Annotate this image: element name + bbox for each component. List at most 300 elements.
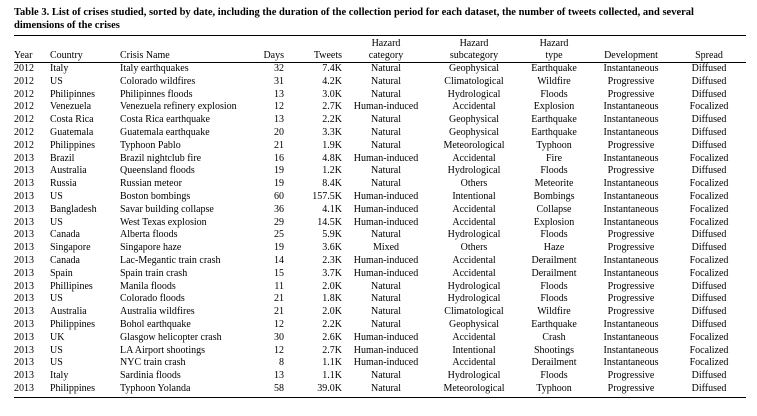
crisis-name-cell: LA Airport shootings (120, 344, 206, 356)
days-cell: 19 (274, 165, 284, 177)
crisis-name-cell: Sardinia floods (120, 370, 181, 382)
spread-cell: Diffused (691, 63, 727, 74)
hazard-category-cell: Human-induced (353, 357, 419, 369)
year-cell: 2012 (14, 101, 34, 113)
development-cell: Progressive (607, 139, 655, 151)
table-row (14, 332, 746, 345)
days-cell: 8 (279, 357, 284, 369)
hazard-subcategory-cell: Intentional (452, 344, 496, 356)
year-cell: 2012 (14, 75, 34, 87)
hazard-type-cell: Earthquake (531, 126, 577, 138)
year-cell: 2012 (14, 114, 34, 126)
hazard-category-cell: Natural (342, 383, 430, 397)
crisis-name-cell: Glasgow helicopter crash (120, 331, 222, 343)
country-cell: Singapore (50, 242, 91, 254)
hazard-category-cell: Human-induced (353, 101, 419, 113)
crisis-name-cell: Costa Rica earthquake (120, 114, 210, 126)
crisis-name-cell: Alberta floods (120, 229, 178, 241)
tweets-cell: 4.2K (322, 75, 342, 87)
spread-cell: Diffused (691, 318, 727, 330)
year-cell: 2013 (14, 190, 34, 202)
header-tweets: Tweets (284, 36, 342, 63)
year-cell: 2012 (14, 126, 34, 138)
spread-cell: Diffused (691, 165, 727, 177)
hazard-category-cell: Human-induced (353, 267, 419, 279)
crisis-name-cell: Manila floods (120, 280, 176, 292)
hazard-type-cell: Floods (540, 280, 568, 292)
hazard-category-cell: Natural (371, 63, 401, 74)
hazard-type-cell: Bombings (533, 190, 575, 202)
hazard-category-cell: Human-induced (353, 254, 419, 266)
days-cell: 19 (274, 178, 284, 190)
crisis-name-cell: Colorado floods (120, 293, 185, 305)
development-cell: Instantaneous (603, 216, 659, 228)
hazard-category-cell: Natural (371, 139, 401, 151)
hazard-subcategory-cell: Geophysical (449, 318, 499, 330)
table-row (14, 281, 746, 294)
tweets-cell: 5.9K (322, 229, 342, 241)
spread-cell: Focalized (689, 178, 729, 190)
tweets-cell: 2.0K (322, 306, 342, 318)
tweets-cell: 1.1K (322, 357, 342, 369)
tweets-cell: 3.0K (322, 88, 342, 100)
crisis-name-cell: Queensland floods (120, 165, 195, 177)
year-cell: 2013 (14, 344, 34, 356)
table-row (14, 63, 746, 76)
table-row (14, 140, 746, 153)
hazard-subcategory-cell: Accidental (452, 101, 496, 113)
table-row (14, 191, 746, 204)
hazard-category-cell: Natural (371, 114, 401, 126)
crisis-name-cell: NYC train crash (120, 357, 186, 369)
days-cell: 21 (274, 306, 284, 318)
tweets-cell: 8.4K (322, 178, 342, 190)
country-cell: Philippines (50, 139, 96, 151)
hazard-type-cell: Typhoon (518, 383, 590, 397)
year-cell: 2013 (14, 178, 34, 190)
hazard-category-cell: Natural (371, 75, 401, 87)
hazard-subcategory-cell: Hydrological (447, 370, 501, 382)
table-row (14, 178, 746, 191)
tweets-cell: 2.0K (322, 280, 342, 292)
tweets-cell: 2.2K (322, 318, 342, 330)
crisis-name-cell: Philipinnes floods (120, 88, 193, 100)
year-cell: 2013 (14, 152, 34, 164)
year-cell: 2013 (14, 254, 34, 266)
tweets-cell: 4.1K (322, 203, 342, 215)
spread-cell: Diffused (691, 229, 727, 241)
crisis-name-cell: Savar building collapse (120, 203, 214, 215)
year-cell: 2012 (14, 88, 34, 100)
table-row (14, 114, 746, 127)
hazard-type-cell: Floods (540, 229, 568, 241)
spread-cell: Focalized (689, 101, 729, 113)
year-cell: 2013 (14, 165, 34, 177)
hazard-type-cell: Wildfire (537, 75, 571, 87)
table-body (14, 63, 746, 398)
spread-cell: Diffused (691, 139, 727, 151)
development-cell: Instantaneous (603, 178, 659, 190)
development-cell: Progressive (607, 293, 655, 305)
days-cell: 36 (274, 203, 284, 215)
country-cell: Russia (50, 178, 77, 190)
hazard-subcategory-cell: Accidental (452, 203, 496, 215)
crisis-name-cell: Brazil nightclub fire (120, 152, 202, 164)
development-cell: Instantaneous (603, 101, 659, 113)
hazard-category-cell: Human-induced (353, 190, 419, 202)
country-cell: Guatemala (50, 126, 94, 138)
year-cell: 2013 (14, 357, 34, 369)
development-cell: Instantaneous (603, 114, 659, 126)
header-year: Year (14, 36, 50, 63)
tweets-cell: 39.0K (284, 383, 342, 397)
tweets-cell: 2.6K (322, 331, 342, 343)
development-cell: Instantaneous (603, 190, 659, 202)
hazard-category-cell: Human-induced (353, 203, 419, 215)
days-cell: 11 (274, 280, 284, 292)
development-cell: Progressive (590, 383, 672, 397)
country-cell: US (50, 357, 63, 369)
days-cell: 29 (274, 216, 284, 228)
tweets-cell: 2.2K (322, 114, 342, 126)
crises-table (14, 35, 746, 398)
header-hazard-type: Hazard type (518, 36, 590, 63)
hazard-type-cell: Derailment (531, 254, 577, 266)
crisis-name-cell: West Texas explosion (120, 216, 207, 228)
development-cell: Progressive (607, 88, 655, 100)
table-caption: Table 3. List of crises studied, sorted by date, including the duration of the collection period for each dataset, the number of tweets collected, and several dimensions of the crises (14, 7, 694, 31)
table-row (14, 229, 746, 242)
hazard-subcategory-cell: Geophysical (449, 114, 499, 126)
country-cell: US (50, 75, 63, 87)
spread-cell: Focalized (689, 357, 729, 369)
country-cell: Philippines (50, 318, 96, 330)
hazard-type-cell: Explosion (533, 216, 575, 228)
table-row (14, 153, 746, 166)
hazard-subcategory-cell: Hydrological (447, 280, 501, 292)
table-row (14, 383, 746, 397)
tweets-cell: 4.8K (322, 152, 342, 164)
hazard-subcategory-cell: Climatological (444, 75, 504, 87)
tweets-cell: 2.3K (322, 254, 342, 266)
development-cell: Progressive (607, 370, 655, 382)
days-cell: 31 (274, 75, 284, 87)
days-cell: 30 (274, 331, 284, 343)
development-cell: Instantaneous (603, 357, 659, 369)
year-cell: 2012 (14, 139, 34, 151)
country-cell: US (50, 216, 63, 228)
hazard-category-cell: Natural (371, 165, 401, 177)
table-row (14, 165, 746, 178)
country-cell: Spain (50, 267, 73, 279)
spread-cell: Diffused (691, 114, 727, 126)
hazard-subcategory-cell: Hydrological (447, 293, 501, 305)
tweets-cell: 7.4K (322, 63, 342, 74)
hazard-subcategory-cell: Accidental (452, 152, 496, 164)
country-cell: Italy (50, 63, 69, 74)
days-cell: 25 (274, 229, 284, 241)
spread-cell: Diffused (691, 75, 727, 87)
hazard-type-cell: Earthquake (531, 63, 577, 74)
header-country: Country (50, 36, 120, 63)
table-row (14, 319, 746, 332)
hazard-type-cell: Derailment (531, 357, 577, 369)
hazard-category-cell: Natural (371, 88, 401, 100)
hazard-type-cell: Haze (543, 242, 565, 254)
development-cell: Instantaneous (603, 152, 659, 164)
hazard-subcategory-cell: Geophysical (449, 63, 499, 74)
hazard-subcategory-cell: Hydrological (447, 165, 501, 177)
hazard-type-cell: Crash (542, 331, 566, 343)
hazard-type-cell: Earthquake (531, 114, 577, 126)
header-hazard-subcategory: Hazard subcategory (430, 36, 518, 63)
hazard-category-cell: Natural (371, 370, 401, 382)
hazard-category-cell: Human-induced (353, 344, 419, 356)
spread-cell: Diffused (691, 280, 727, 292)
country-cell: Australia (50, 306, 87, 318)
crisis-name-cell: Russian meteor (120, 178, 182, 190)
development-cell: Instantaneous (603, 203, 659, 215)
header-hazard-category: Hazard category (342, 36, 430, 63)
hazard-type-cell: Derailment (531, 267, 577, 279)
hazard-subcategory-cell: Accidental (452, 254, 496, 266)
tweets-cell: 1.8K (322, 293, 342, 305)
year-cell: 2013 (14, 383, 50, 397)
development-cell: Progressive (607, 306, 655, 318)
days-cell: 13 (274, 370, 284, 382)
hazard-subcategory-cell: Climatological (444, 306, 504, 318)
crisis-name-cell: Bohol earthquake (120, 318, 191, 330)
development-cell: Progressive (607, 75, 655, 87)
country-cell: Canada (50, 229, 80, 241)
table-row (14, 127, 746, 140)
hazard-type-cell: Floods (540, 293, 568, 305)
year-cell: 2013 (14, 306, 34, 318)
tweets-cell: 14.5K (317, 216, 342, 228)
days-cell: 21 (274, 139, 284, 151)
tweets-cell: 2.7K (322, 344, 342, 356)
crisis-name-cell: Boston bombings (120, 190, 191, 202)
hazard-category-cell: Human-induced (353, 152, 419, 164)
spread-cell: Focalized (689, 203, 729, 215)
days-cell: 12 (274, 318, 284, 330)
hazard-category-cell: Natural (371, 318, 401, 330)
country-cell: Italy (50, 370, 69, 382)
hazard-type-cell: Fire (545, 152, 563, 164)
hazard-subcategory-cell: Hydrological (447, 229, 501, 241)
spread-cell: Focalized (689, 267, 729, 279)
table-row (14, 89, 746, 102)
year-cell: 2013 (14, 280, 34, 292)
year-cell: 2013 (14, 242, 34, 254)
table-row (14, 76, 746, 89)
days-cell: 21 (274, 293, 284, 305)
tweets-cell: 1.9K (322, 139, 342, 151)
country-cell: Brazil (50, 152, 75, 164)
spread-cell: Focalized (689, 216, 729, 228)
table-header (14, 36, 746, 63)
crisis-name-cell: Colorado wildfires (120, 75, 196, 87)
table-row (14, 357, 746, 370)
hazard-type-cell: Floods (540, 88, 568, 100)
development-cell: Progressive (607, 242, 655, 254)
spread-cell: Focalized (689, 254, 729, 266)
year-cell: 2013 (14, 203, 34, 215)
country-cell: Australia (50, 165, 87, 177)
country-cell: Costa Rica (50, 114, 94, 126)
hazard-type-cell: Collapse (536, 203, 572, 215)
hazard-category-cell: Natural (371, 280, 401, 292)
header-days: Days (248, 36, 284, 63)
hazard-subcategory-cell: Geophysical (449, 126, 499, 138)
tweets-cell: 2.7K (322, 101, 342, 113)
development-cell: Instantaneous (603, 267, 659, 279)
hazard-type-cell: Earthquake (531, 318, 577, 330)
table-row (14, 306, 746, 319)
table-row (14, 242, 746, 255)
spread-cell: Focalized (689, 190, 729, 202)
spread-cell: Diffused (691, 370, 727, 382)
hazard-subcategory-cell: Intentional (452, 190, 496, 202)
development-cell: Instantaneous (603, 63, 659, 74)
hazard-type-cell: Shootings (533, 344, 574, 356)
hazard-subcategory-cell: Hydrological (447, 88, 501, 100)
header-development: Development (590, 36, 672, 63)
spread-cell: Diffused (672, 383, 746, 397)
hazard-category-cell: Natural (371, 178, 401, 190)
spread-cell: Diffused (691, 306, 727, 318)
hazard-category-cell: Mixed (372, 242, 400, 254)
country-cell: Bangladesh (50, 203, 97, 215)
crisis-name-cell: Singapore haze (120, 242, 182, 254)
hazard-type-cell: Floods (540, 165, 568, 177)
year-cell: 2013 (14, 229, 34, 241)
hazard-subcategory-cell: Accidental (452, 267, 496, 279)
hazard-subcategory-cell: Meteorological (430, 383, 518, 397)
crisis-name-cell: Lac-Megantic train crash (120, 254, 221, 266)
tweets-cell: 157.5K (312, 190, 342, 202)
tweets-cell: 1.1K (322, 370, 342, 382)
development-cell: Progressive (607, 280, 655, 292)
development-cell: Progressive (607, 229, 655, 241)
crisis-name-cell: Australia wildfires (120, 306, 195, 318)
table-row (14, 255, 746, 268)
spread-cell: Diffused (691, 242, 727, 254)
hazard-subcategory-cell: Others (460, 242, 488, 254)
country-cell: Venezuela (50, 101, 92, 113)
days-cell: 60 (274, 190, 284, 202)
hazard-category-cell: Human-induced (353, 216, 419, 228)
country-cell: Philippines (50, 383, 120, 397)
days-cell: 12 (274, 344, 284, 356)
table-row (14, 268, 746, 281)
table-row (14, 217, 746, 230)
country-cell: UK (50, 331, 65, 343)
year-cell: 2013 (14, 267, 34, 279)
days-cell: 20 (274, 126, 284, 138)
development-cell: Progressive (607, 165, 655, 177)
hazard-subcategory-cell: Others (460, 178, 488, 190)
country-cell: Canada (50, 254, 80, 266)
hazard-category-cell: Natural (371, 229, 401, 241)
days-cell: 58 (248, 383, 284, 397)
days-cell: 12 (274, 101, 284, 113)
crisis-name-cell: Italy earthquakes (120, 63, 189, 74)
year-cell: 2013 (14, 216, 34, 228)
hazard-category-cell: Natural (371, 293, 401, 305)
hazard-type-cell: Explosion (533, 101, 575, 113)
crisis-name-cell: Guatemala earthquake (120, 126, 210, 138)
hazard-category-cell: Natural (371, 306, 401, 318)
days-cell: 13 (274, 88, 284, 100)
country-cell: US (50, 190, 63, 202)
days-cell: 32 (274, 63, 284, 74)
header-crisis-name: Crisis Name (120, 36, 248, 63)
table-row (14, 370, 746, 383)
year-cell: 2013 (14, 331, 34, 343)
hazard-type-cell: Meteorite (534, 178, 574, 190)
tweets-cell: 1.2K (322, 165, 342, 177)
table-row (14, 293, 746, 306)
year-cell: 2012 (14, 63, 34, 74)
spread-cell: Focalized (689, 152, 729, 164)
days-cell: 14 (274, 254, 284, 266)
days-cell: 19 (274, 242, 284, 254)
tweets-cell: 3.7K (322, 267, 342, 279)
spread-cell: Diffused (691, 88, 727, 100)
crisis-name-cell: Typhoon Yolanda (120, 383, 248, 397)
year-cell: 2013 (14, 293, 34, 305)
table-row (14, 204, 746, 217)
crisis-name-cell: Spain train crash (120, 267, 188, 279)
year-cell: 2013 (14, 318, 34, 330)
country-cell: US (50, 293, 63, 305)
development-cell: Instantaneous (603, 318, 659, 330)
development-cell: Instantaneous (603, 344, 659, 356)
development-cell: Instantaneous (603, 254, 659, 266)
table-row (14, 345, 746, 358)
country-cell: Phillipines (50, 280, 93, 292)
hazard-category-cell: Human-induced (353, 331, 419, 343)
header-spread: Spread (672, 36, 746, 63)
hazard-subcategory-cell: Accidental (452, 216, 496, 228)
country-cell: Philipinnes (50, 88, 96, 100)
days-cell: 16 (274, 152, 284, 164)
tweets-cell: 3.3K (322, 126, 342, 138)
crisis-name-cell: Typhoon Pablo (120, 139, 181, 151)
days-cell: 15 (274, 267, 284, 279)
year-cell: 2013 (14, 370, 34, 382)
hazard-subcategory-cell: Meteorological (443, 139, 505, 151)
table-row (14, 101, 746, 114)
development-cell: Instantaneous (603, 331, 659, 343)
spread-cell: Focalized (689, 331, 729, 343)
days-cell: 13 (274, 114, 284, 126)
hazard-type-cell: Wildfire (537, 306, 571, 318)
hazard-type-cell: Floods (540, 370, 568, 382)
hazard-subcategory-cell: Accidental (452, 331, 496, 343)
spread-cell: Diffused (691, 293, 727, 305)
spread-cell: Diffused (691, 126, 727, 138)
development-cell: Instantaneous (603, 126, 659, 138)
hazard-type-cell: Typhoon (536, 139, 572, 151)
hazard-subcategory-cell: Accidental (452, 357, 496, 369)
hazard-category-cell: Natural (371, 126, 401, 138)
country-cell: US (50, 344, 63, 356)
spread-cell: Focalized (689, 344, 729, 356)
tweets-cell: 3.6K (322, 242, 342, 254)
crisis-name-cell: Venezuela refinery explosion (120, 101, 237, 113)
